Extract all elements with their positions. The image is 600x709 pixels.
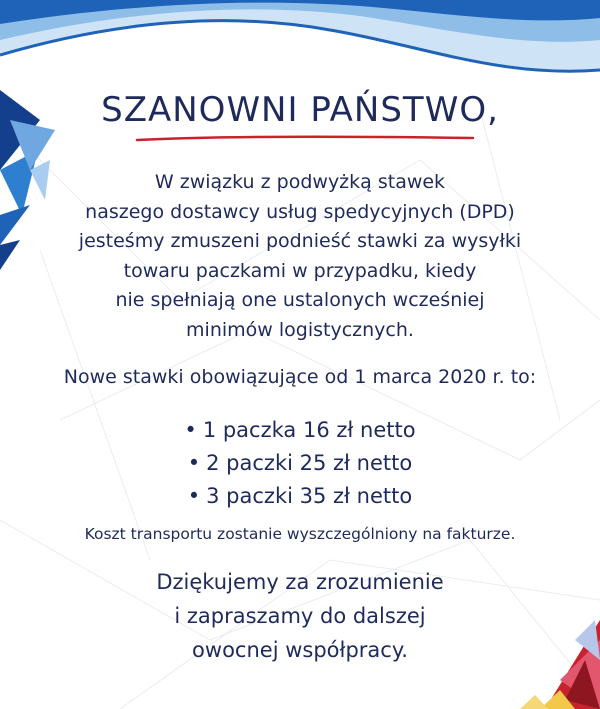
thanks-line: i zapraszamy do dalszej xyxy=(174,604,426,628)
rate-item xyxy=(0,414,600,447)
headline: SZANOWNI PAŃSTWO, xyxy=(101,90,499,130)
intro-line: minimów logistycznych. xyxy=(186,318,414,341)
intro-line: jesteśmy zmuszeni podnieść stawki za wysyłki xyxy=(78,230,522,252)
thanks-line: owocnej współpracy. xyxy=(192,638,408,662)
intro-paragraph xyxy=(40,168,560,345)
thanks-message xyxy=(40,565,560,667)
rate-text: 1 paczka 16 zł netto xyxy=(202,418,416,442)
rates-list xyxy=(0,414,600,513)
intro-line: towaru paczkami w przypadku, kiedy xyxy=(123,259,477,282)
bullet-icon: • xyxy=(184,418,197,442)
rate-item xyxy=(0,480,600,513)
bullet-icon: • xyxy=(187,451,201,475)
rate-text: 2 paczki 25 zł netto xyxy=(206,451,413,475)
headline-underline xyxy=(135,134,475,144)
transport-note: Koszt transportu zostanie wyszczególniony na fakturze. xyxy=(84,525,516,543)
intro-line: W związku z podwyżką stawek xyxy=(154,171,446,193)
intro-line: naszego dostawcy usług spedycyjnych (DPD) xyxy=(85,200,515,223)
bullet-icon: • xyxy=(187,484,201,508)
intro-line: nie spełniają one ustalonych wcześniej xyxy=(115,289,485,311)
rates-heading: Nowe stawki obowiązujące od 1 marca 2020 r. to: xyxy=(63,366,537,388)
rate-item xyxy=(0,447,600,480)
rate-text: 3 paczki 35 zł netto xyxy=(206,484,413,508)
thanks-line: Dziękujemy za zrozumienie xyxy=(156,570,444,594)
